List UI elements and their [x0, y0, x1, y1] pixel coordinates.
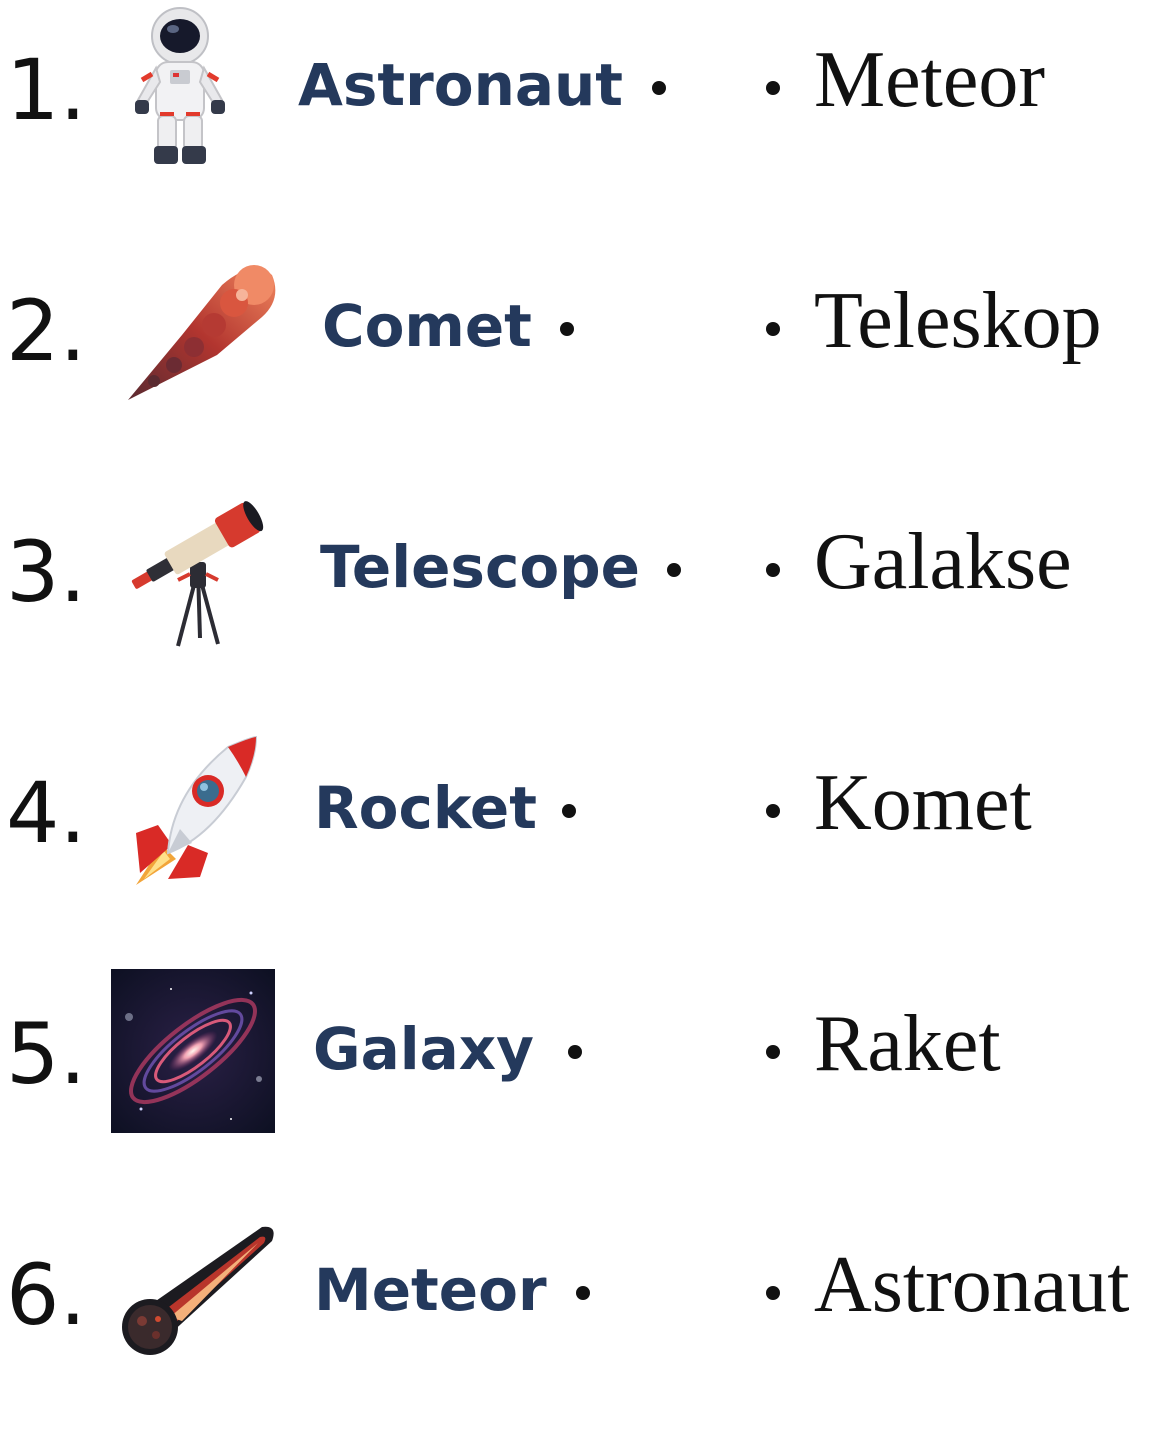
item-number: 2. — [6, 282, 87, 380]
translation-word: Raket — [814, 1000, 1001, 1088]
astronaut-icon — [130, 4, 230, 174]
english-word: Astronaut — [298, 51, 624, 119]
right-match-dot[interactable] — [766, 804, 780, 818]
right-match-dot[interactable] — [766, 1045, 780, 1059]
item-number: 3. — [6, 523, 87, 621]
match-row — [0, 1000, 1160, 1212]
english-word: Galaxy — [313, 1015, 534, 1083]
translation-word: Komet — [814, 759, 1032, 847]
english-word: Rocket — [314, 774, 537, 842]
right-match-dot[interactable] — [766, 563, 780, 577]
galaxy-icon — [111, 969, 275, 1133]
translation-word: Galakse — [814, 518, 1072, 606]
rocket-icon — [128, 733, 268, 893]
item-number: 1. — [6, 41, 87, 139]
item-number: 4. — [6, 764, 87, 862]
left-match-dot[interactable] — [652, 81, 666, 95]
left-match-dot[interactable] — [568, 1045, 582, 1059]
meteor-icon — [112, 1223, 280, 1355]
match-row — [0, 518, 1160, 730]
english-word: Comet — [322, 292, 532, 360]
translation-word: Meteor — [814, 36, 1046, 124]
left-match-dot[interactable] — [560, 322, 574, 336]
left-match-dot[interactable] — [562, 804, 576, 818]
match-row — [0, 1241, 1160, 1453]
match-row — [0, 36, 1160, 248]
right-match-dot[interactable] — [766, 322, 780, 336]
right-match-dot[interactable] — [766, 81, 780, 95]
telescope-icon — [120, 488, 280, 648]
item-number: 6. — [6, 1246, 87, 1344]
match-row — [0, 277, 1160, 489]
comet-icon — [122, 255, 282, 405]
translation-word: Teleskop — [814, 277, 1102, 365]
match-row — [0, 759, 1160, 971]
left-match-dot[interactable] — [576, 1286, 590, 1300]
item-number: 5. — [6, 1005, 87, 1103]
english-word: Meteor — [314, 1256, 547, 1324]
right-match-dot[interactable] — [766, 1286, 780, 1300]
left-match-dot[interactable] — [667, 563, 681, 577]
translation-word: Astronaut — [814, 1241, 1130, 1329]
english-word: Telescope — [320, 533, 641, 601]
